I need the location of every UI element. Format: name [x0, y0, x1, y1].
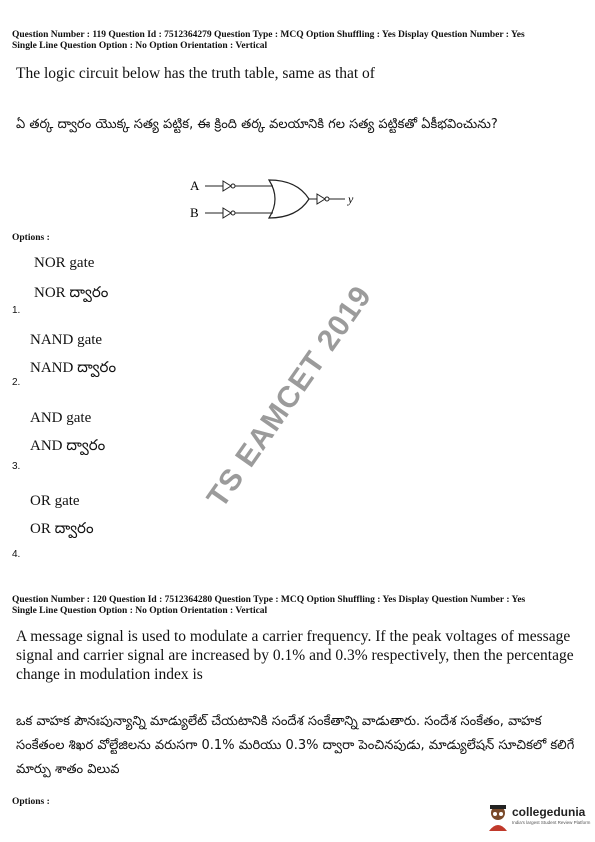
q120-meta-line2: Single Line Question Option : No Option Orientation : Vertical [12, 606, 268, 616]
q119-meta [12, 30, 584, 52]
option-3-te[interactable]: AND ద్వారం [30, 438, 106, 454]
q119-meta-line2: Single Line Question Option : No Option Orientation : Vertical [12, 41, 268, 51]
option-4-number: 4. [12, 549, 21, 560]
input-b-label: B [190, 205, 199, 220]
option-3-number: 3. [12, 461, 21, 472]
collegedunia-logo [486, 801, 591, 833]
q120-meta-line1: Question Number : 120 Question Id : 7512364280 Question Type : MCQ Option Shuffling : Yes Display Question Number : Yes [12, 595, 526, 605]
student-avatar-icon [486, 803, 510, 831]
option-1-en[interactable]: NOR gate [34, 255, 95, 271]
input-a-label: A [190, 178, 200, 193]
option-2-te[interactable]: NAND ద్వారం [30, 360, 117, 376]
q120-options-label: Options : [12, 797, 50, 807]
q119-text-en: The logic circuit below has the truth table, same as that of [16, 65, 375, 82]
option-2-en[interactable]: NAND gate [30, 332, 103, 348]
or-gate-icon [269, 180, 309, 218]
logo-tagline: India's largest Student Review Platform [512, 820, 591, 825]
q120-text-en: A message signal is used to modulate a carrier frequency. If the peak voltages of message signal and carrier signal are increased by 0.1% and 0.3% respectively, then the percentage change in modulation index is [16, 628, 574, 683]
not-gate-b-icon [223, 208, 231, 218]
q120-meta [12, 595, 584, 617]
not-gate-out-icon [317, 194, 325, 204]
q119-meta-line1: Question Number : 119 Question Id : 7512364279 Question Type : MCQ Option Shuffling : Yes Display Question Number : Yes [12, 30, 525, 40]
q120-text-te: ఒక వాహక పౌనఃపున్యాన్ని మాడ్యులేట్ చేయటానికి సందేశ సంకేతాన్ని వాడుతారు. సందేశ సంకేతం, వాహక సంకేతంల శిఖర వోల్టేజిలను వరుసగా 0.1% మరియు 0.3% ద్వారా పెంచినపుడు, మాడ్యులేషన్ సూచికలో కలిగే మార్పు శాతం విలువ [16, 714, 575, 777]
option-1-number: 1. [12, 305, 21, 316]
option-3-en[interactable]: AND gate [30, 410, 92, 426]
watermark: TS EAMCET 2019 [200, 279, 379, 514]
logo-name: collegedunia [512, 805, 586, 819]
logic-circuit-diagram [185, 172, 365, 224]
output-y-label: y [348, 192, 354, 206]
q119-text-te: ఏ తర్క ద్వారం యొక్క సత్య పట్టిక, ఈ క్రింది తర్క వలయానికి గల సత్య పట్టికతో ఏకీభవించును? [16, 117, 498, 132]
option-1-te[interactable]: NOR ద్వారం [34, 285, 109, 301]
option-4-te[interactable]: OR ద్వారం [30, 521, 94, 537]
option-2-number: 2. [12, 377, 21, 388]
option-4-en[interactable]: OR gate [30, 493, 80, 509]
q119-options-label: Options : [12, 233, 50, 243]
not-gate-a-icon [223, 181, 231, 191]
